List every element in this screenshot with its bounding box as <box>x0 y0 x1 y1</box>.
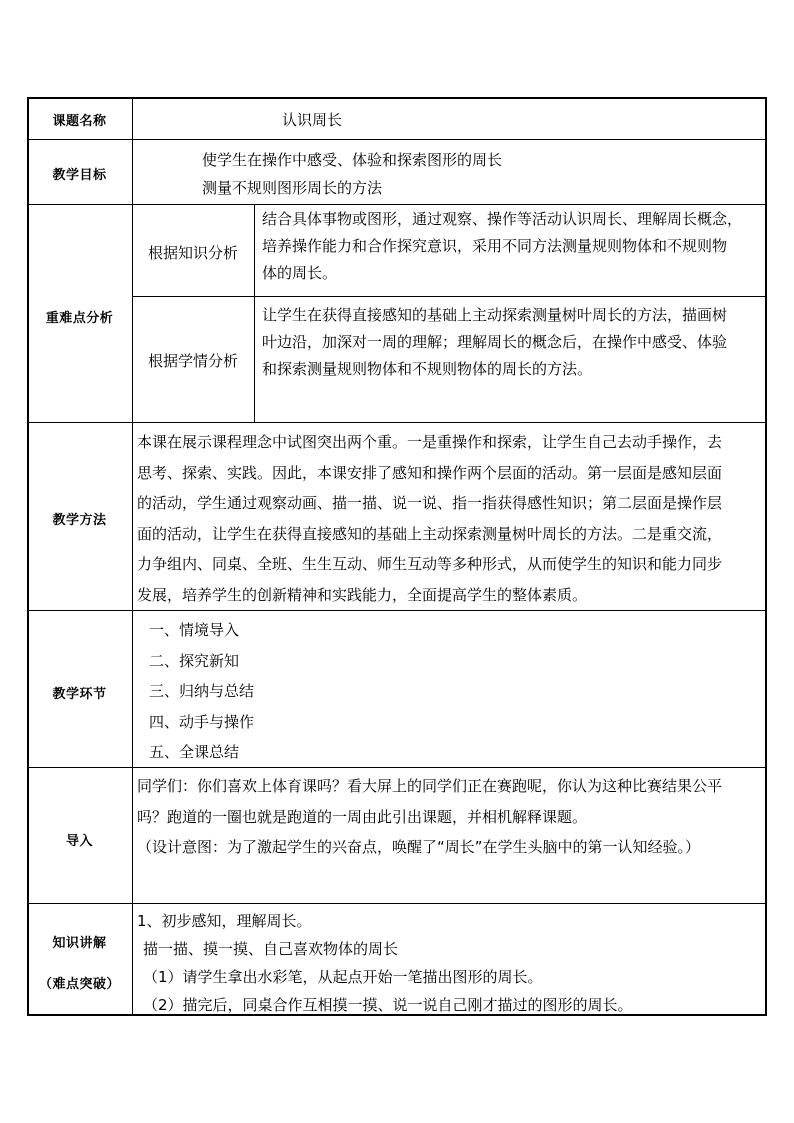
row-divider <box>27 610 767 611</box>
lesson-plan-table <box>27 97 767 1016</box>
list-item: 四、动手与操作 <box>149 712 255 731</box>
label-teaching-goal: 教学目标 <box>52 168 107 183</box>
goal-line: 使学生在操作中感受、体验和探索图形的周长 <box>202 151 503 169</box>
topic-name-value: 认识周长 <box>282 111 343 129</box>
label-knowledge-analysis: 根据知识分析 <box>147 244 238 262</box>
table-border-right <box>765 97 767 1016</box>
label-teaching-method: 教学方法 <box>52 513 107 528</box>
goal-line: 测量不规则图形周长的方法 <box>202 179 383 197</box>
label-learner-analysis: 根据学情分析 <box>147 352 238 370</box>
teaching-method-text: 本课在展示课程理念中试图突出两个重。一是重操作和探索，让学生自己去动手操作，去 思考、探索、实践。因此，本课安排了感知和操作两个层面的活动。第一层面是感知层面 的活动，学生通过观察动画、描一描、说一说、指一指获得感性知识；第二层面是操作层 面的活动，让学生在获得直接感知的基础上主动探索测量树叶周长的方法。二是重交流， 力争组内、同桌、全班、生生互动、师生互动等多种形式，从而使学生的知识和能力同步 发展，培养学生的创新精神和实践能力，全面提高学生的整体素质。 <box>137 433 723 604</box>
list-item: 五、全课总结 <box>149 743 240 762</box>
knowledge-explanation-text: 1、初步感知，理解周长。 描一描、摸一摸、自己喜欢物体的周长 （1）请学生拿出水彩笔，从起点开始一笔描出图形的周长。 （2）描完后，同桌合作互相摸一摸、说一说自己刚才描过的图形的周长。 <box>137 912 633 1014</box>
row-divider <box>27 139 767 140</box>
label-key-difficulty-analysis: 重难点分析 <box>45 311 114 326</box>
label-difficulty-breakthrough: （难点突破） <box>38 977 120 992</box>
knowledge-analysis-text: 结合具体事物或图形，通过观察、操作等活动认识周长、理解周长概念， 培养操作能力和合作探究意识，采用不同方法测量规则物体和不规则物 体的周长。 <box>262 210 743 282</box>
label-knowledge-explanation: 知识讲解 <box>52 936 107 951</box>
list-item: 一、情境导入 <box>149 621 240 639</box>
table-border-top <box>27 97 767 99</box>
introduction-text: 同学们：你们喜欢上体育课吗？看大屏上的同学们正在赛跑呢，你认为这种比赛结果公平 吗？跑道的一圈也就是跑道的一周由此引出课题，并相机解释课题。 （设计意图：为了激起学生的兴奋点，唤醒了“周长”在学生头脑中的第一认知经验。） <box>137 777 723 856</box>
label-teaching-steps: 教学环节 <box>52 687 107 702</box>
label-introduction: 导入 <box>65 834 93 849</box>
row-divider <box>27 903 767 904</box>
sub-row-divider <box>132 296 767 297</box>
list-item: 二、探究新知 <box>149 651 240 670</box>
label-column-divider <box>132 97 133 1016</box>
learner-analysis-text: 让学生在获得直接感知的基础上主动探索测量树叶周长的方法，描画树 叶边沿，加深对一周的理解；理解周长的概念后，在操作中感受、体验 和探索测量规则物体和不规则物体的周长的方法。 <box>262 306 728 378</box>
row-divider <box>27 204 767 205</box>
row-divider <box>27 422 767 423</box>
label-topic-name: 课题名称 <box>52 114 107 129</box>
list-item: 三、归纳与总结 <box>149 682 255 701</box>
table-border-left <box>27 97 29 1016</box>
teaching-steps-list <box>149 615 449 768</box>
sub-column-divider <box>254 204 255 422</box>
